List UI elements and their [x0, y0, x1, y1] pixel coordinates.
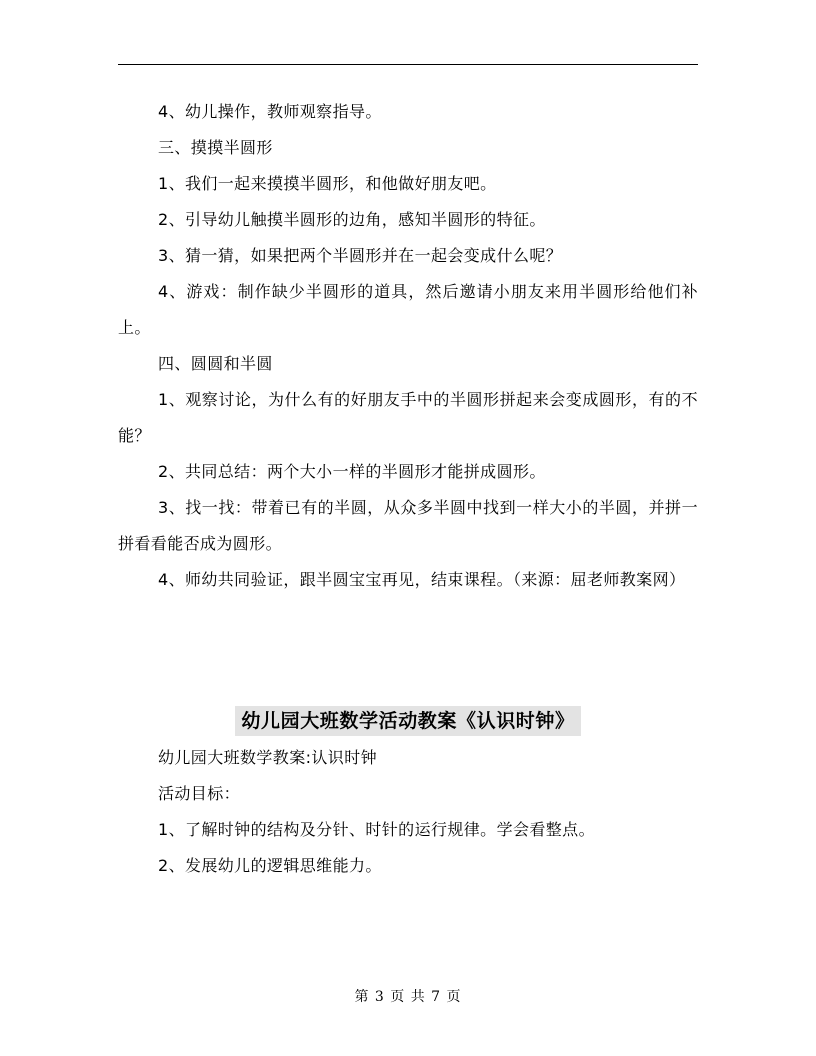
paragraph: 幼儿园大班数学教案:认识时钟 [158, 748, 377, 767]
paragraph: 1、我们一起来摸摸半圆形，和他做好朋友吧。 [158, 174, 497, 193]
section-title-wrap [118, 706, 698, 736]
paragraph: 3、找一找：带着已有的半圆，从众多半圆中找到一样大小的半圆，并拼一 拼看看能否成为圆形。 [118, 498, 698, 553]
paragraph: 4、师幼共同验证，跟半圆宝宝再见，结束课程。（来源：屈老师教案网） [158, 570, 686, 589]
section-title: 幼儿园大班数学活动教案《认识时钟》 [235, 706, 580, 736]
header-rule [118, 64, 698, 65]
heading-circle-and-semicircle: 四、圆圆和半圆 [158, 354, 273, 373]
paragraph: 4、幼儿操作，教师观察指导。 [158, 102, 382, 121]
paragraph: 1、观察讨论，为什么有的好朋友手中的半圆形拼起来会变成圆形，有的不 能？ [118, 390, 698, 445]
paragraph: 4、游戏：制作缺少半圆形的道具，然后邀请小朋友来用半圆形给他们补上。 [118, 282, 698, 337]
paragraph: 3、猜一猜，如果把两个半圆形并在一起会变成什么呢？ [158, 246, 563, 265]
paragraph: 2、共同总结：两个大小一样的半圆形才能拼成圆形。 [158, 462, 546, 481]
page-number: 第 3 页 共 7 页 [354, 989, 462, 1005]
paragraph: 2、发展幼儿的逻辑思维能力。 [158, 856, 382, 875]
paragraph: 活动目标： [158, 784, 241, 803]
document-body [118, 94, 698, 884]
paragraph: 1、了解时钟的结构及分针、时针的运行规律。学会看整点。 [158, 820, 595, 839]
heading-touch-semicircle: 三、摸摸半圆形 [158, 138, 273, 157]
paragraph: 2、引导幼儿触摸半圆形的边角，感知半圆形的特征。 [158, 210, 546, 229]
